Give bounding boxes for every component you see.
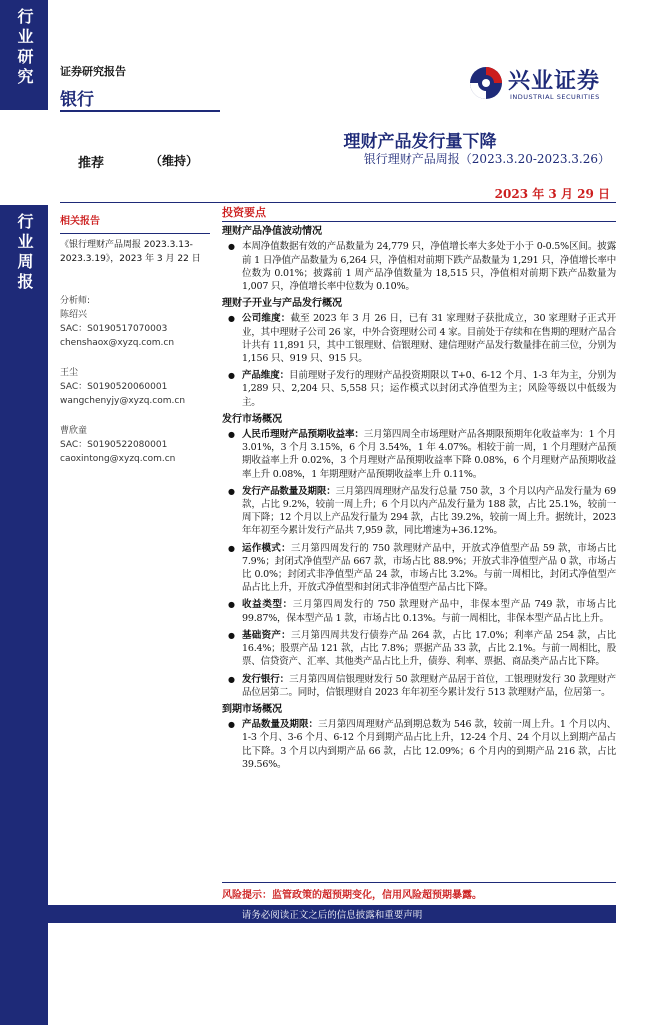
section-title: 投资要点 [222,206,266,219]
analyst-sac: SAC：S0190522080001 [60,440,168,450]
analyst-sac: SAC：S0190517070003 [60,324,168,334]
list-item [222,629,616,669]
report-type: 证券研究报告 [60,65,126,78]
related-divider [60,233,210,234]
sub-heading: 理财子开业与产品发行概况 [222,298,342,310]
bullet-text: 三月第四周共发行债券产品 264 款，占比 17.0%；利率产品 254 款，占比 16.4%；股票产品 121 款，占比 7.8%；票据产品 33 款，占比 2.1%。与前一周相比，股票、信贷资产、汇率、其他类产品占比上升，债券、利率、票据、商品类产品占比下降。 [242,629,616,668]
list-item [222,598,616,624]
bullet-text: 三月第四周发行的 750 款理财产品中，开放式净值型产品 59 款，市场占比 7.9%；封闭式净值型产品 667 款，市场占比 88.9%；开放式非净值型产品 0 款，市场占比 0.0%；封闭式非净值型产品 24 款，市场占比 3.2%。与前一周相比，封闭式净值型产品占比上升，开放式净值型和封闭式非净值型产品占比下降。 [242,542,616,594]
report-date: 2023 年 3 月 29 日 [494,187,610,201]
risk-warning: 风险提示：监管政策的超预期变化，信用风险超预期暴露。 [222,890,482,901]
related-reports-title: 相关报告 [60,216,100,227]
rating-status: （维持） [150,154,199,168]
bullet-text: 三月第四周信银理财发行 50 款理财产品居于首位，工银理财发行 30 款理财产品位居第二。同时，信银理财自 2023 年年初至今累计发行 513 款理财产品，位居第一。 [242,673,616,698]
bullet-head: 运作模式： [242,542,291,554]
bullet-text: 三月第四周发行的 750 款理财产品中，非保本型产品 749 款，市场占比 99.87%，保本型产品 1 款，市场占比 0.13%。与前一周相比，非保本型产品占比上升。 [242,599,616,624]
footer [0,905,661,923]
logo-en-text: INDUSTRIAL SECURITIES [510,93,600,101]
sub-heading: 理财产品净值波动情况 [222,226,322,238]
bullet-head: 产品维度： [242,370,290,382]
list-item [222,369,616,409]
list-item [222,240,616,293]
bullet-text: 三月第四周全市场理财产品各期限预期年化收益率为：1 个月 3.01%，3 个月 3.15%，6 个月 3.54%，1 年 4.07%。相较于前一周，1 个月理财产品预期收益率上升 0.02%，3 个月理财产品预期收益率下降 0.08%，6 个月理财产品预期收益率上升 0.08%，1 年期理财产品预期收益率上升 0.11%。 [242,429,616,480]
analyst-email[interactable]: chenshaox@xyzq.com.cn [60,338,175,348]
bullet-head: 收益类型： [242,599,293,611]
list-item [222,428,616,481]
analyst-label: 分析师: [60,296,91,306]
sidebar-mid-text: 行业周报 [15,213,34,293]
list-item [222,485,616,538]
sidebar [0,0,48,935]
list-item [222,718,616,771]
bullet-head: 人民币理财产品预期收益率： [242,429,364,441]
sector-divider [60,110,220,112]
bullet-text: 目前理财子发行的理财产品投资期限以 T+0、6-12 个月、1-3 年为主，分别为 1,289 只、2,204 只、5,558 只；运作模式以封闭式净值型为主；风险等级以中低级为主。 [242,370,616,408]
sidebar-top-label [0,0,48,110]
header-divider [60,202,616,203]
bullet-text: 本周净值数据有效的产品数量为 24,779 只，净值增长率大多处于小于 0-0.5%区间。披露前 1 日净值产品数量为 6,264 只，净值相对前期下跌产品数量为 1,291 只，净值增长率中位数为 0.01%；披露前 1 周产品净值数量为 18,515 只，净值相对前期下跌产品数量为 1,007 只，净值增长率中位数为 0.10%。 [242,241,616,293]
related-report-link[interactable]: 《银行理财产品周报 2023.3.13-2023.3.19》，2023 年 3 月 22 日 [60,240,201,264]
logo-mark-icon [468,65,504,101]
company-logo [468,64,618,104]
analyst-email[interactable]: wangchenyjy@xyzq.com.cn [60,396,186,406]
analyst-name: 曹欣童 [60,426,88,436]
risk-divider [222,882,616,883]
analyst-name: 陈绍兴 [60,310,88,320]
bullet-head: 基础资产： [242,629,291,641]
analyst-name: 王尘 [60,368,79,378]
logo-cn-text: 兴业证券 [508,69,601,94]
page-title: 理财产品发行量下降 [343,132,497,152]
section-divider [222,221,616,222]
left-column [60,215,210,466]
bullet-head: 产品数量及期限： [242,719,318,731]
sidebar-top-text: 行业研究 [15,8,34,88]
list-item [222,673,616,699]
sidebar-mid-label [0,205,48,1025]
bullet-head: 发行银行： [242,673,290,685]
page-subtitle: 银行理财产品周报（2023.3.20-2023.3.26） [363,152,610,166]
main-content [222,206,616,775]
sub-heading: 发行市场概况 [222,413,282,425]
bullet-text: 三月第四周理财产品到期总数为 546 款，较前一周上升。1 个月以内、1-3 个月、3-6 个月、6-12 个月到期产品占比上升，12-24 个月、24 个月以上到期产品占比下降。3 个月以内到期产品 66 款，占比 12.09%；6 个月内的到期产品 216 款，占比 39.56%。 [242,719,616,770]
bullet-head: 发行产品数量及期限： [242,485,336,497]
footer-disclaimer[interactable]: 请务必阅读正文之后的信息披露和重要声明 [241,910,423,921]
sub-heading: 到期市场概况 [222,703,282,715]
analyst-email[interactable]: caoxintong@xyzq.com.cn [60,454,176,464]
bullet-text: 三月第四周理财产品发行总量 750 款，3 个月以内产品发行量为 69 款，占比 9.2%，较前一周上升；6 个月以内产品发行量为 188 款，占比 25.1%，较前一周下降；12 个月以上产品发行量为 294 款，占比 39.2%，较前一周上升。据统计，2023 年年初至今累计发行产品共 7,959 款，同比增速为+36.12%。 [242,485,616,537]
bullet-text: 截至 2023 年 3 月 26 日，已有 31 家理财子获批成立，30 家理财子正式开业，其中理财子公司 26 家，中外合资理财公司 4 家。目前处于存续和在售期的理财产品合计共有 11,891 只，其中工银理财、信银理财、建信理财产品发行数量排在前三位，分别为 1,156 只、919 只、915 只。 [242,313,616,365]
list-item [222,312,616,365]
sector-label: 银行 [60,90,94,110]
analyst-block [60,294,210,466]
list-item [222,542,616,595]
analyst-sac: SAC：S0190520060001 [60,382,168,392]
rating: 推荐 [78,156,105,171]
bullet-head: 公司维度： [242,313,291,325]
